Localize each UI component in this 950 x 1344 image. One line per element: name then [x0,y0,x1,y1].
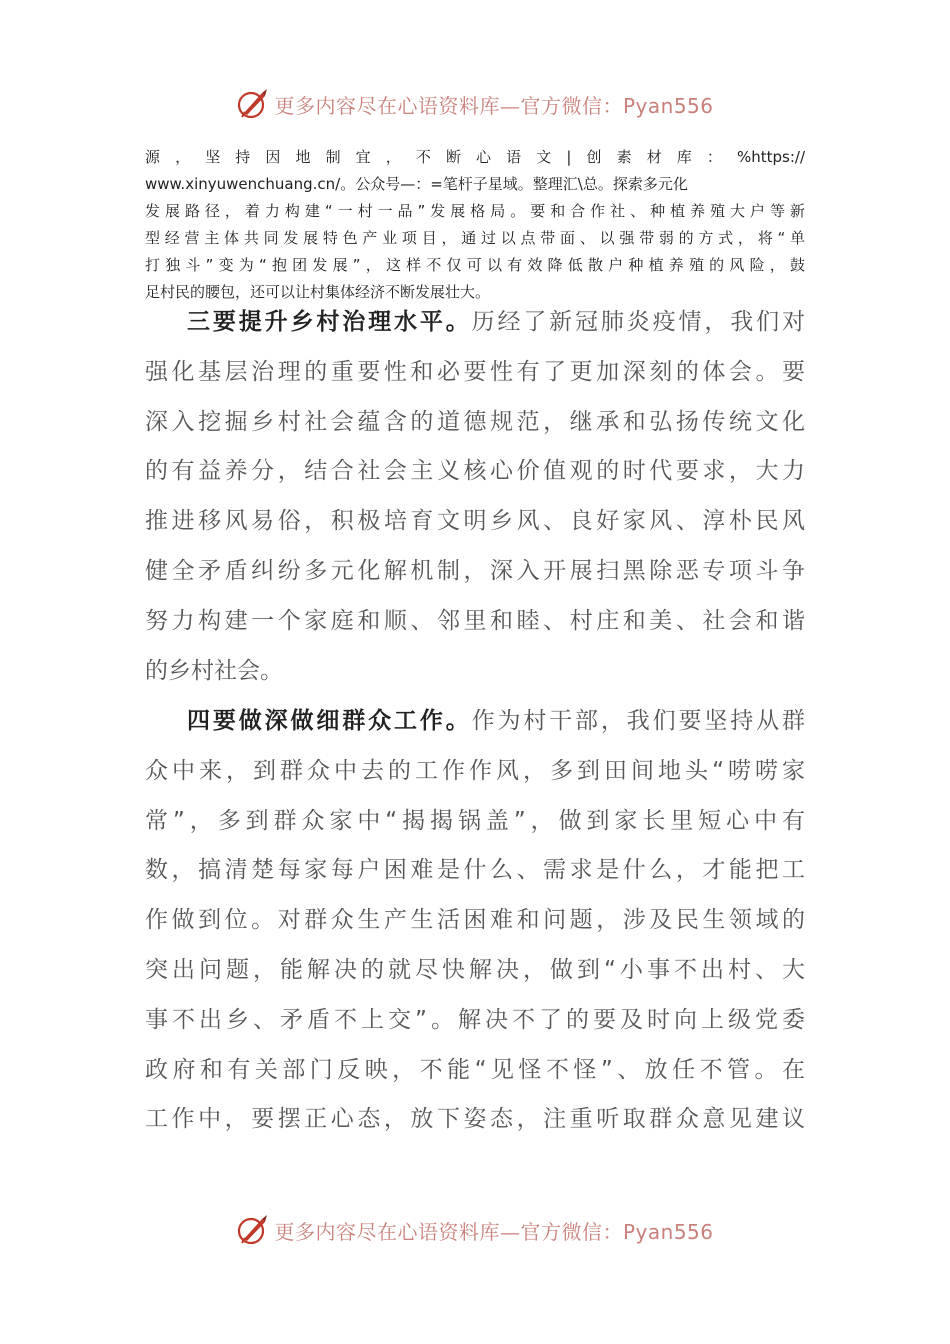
banner-slogan: 更多内容尽在心语资料库—官方微信： [274,93,623,118]
section-heading: 三要提升乡村治理水平。 [187,309,472,335]
paragraph-line: 作做到位。对群众生产生活困难和问题，涉及民生领域的 [145,907,805,934]
banner-slogan: 更多内容尽在心语资料库—官方微信： [274,1219,623,1244]
paragraph-mass-work [145,697,805,1145]
wechat-id: Pyan556 [622,1219,714,1244]
quill-pen-icon [236,87,270,121]
banner-text [274,90,713,119]
paragraph-line: 工作中，要摆正心态，放下姿态，注重听取群众意见建议 [145,1106,805,1133]
paragraph-line: 强化基层治理的重要性和必要性有了更加深刻的体会。要 [145,358,805,385]
quill-pen-icon [236,1213,270,1247]
paragraph-line: 深入挖掘乡村社会蕴含的道德规范，继承和弘扬传统文化 [145,408,805,435]
paragraph-line: 型经营主体共同发展特色产业项目，通过以点带面、以强带弱的方式，将“单 [145,229,805,247]
paragraph-line: 推进移风易俗，积极培育文明乡风、良好家风、淳朴民风 [145,508,805,535]
paragraph-line: www.xinyuwenchuang.cn/。公众号—：=笔杆子星域。整理汇\总。探索多元化 [145,175,688,193]
paragraph-line: 常”，多到群众家中“揭揭锅盖”，做到家长里短心中有 [145,807,805,834]
paragraph-line: 发展路径，着力构建“一村一品”发展格局。要和合作社、种植养殖大户等新 [145,202,805,220]
paragraph-line: 健全矛盾纠纷多元化解机制，深入开展扫黑除恶专项斗争 [145,557,805,584]
paragraph-line: 政府和有关部门反映，不能“见怪不怪”、放任不管。在 [145,1056,805,1083]
paragraph-first-line [145,298,805,348]
banner-text [274,1216,713,1245]
paragraph-line: 突出问题，能解决的就尽快解决，做到“小事不出村、大 [145,956,805,983]
paragraph-line: 努力构建一个家庭和顺、邻里和睦、村庄和美、社会和谐 [145,607,805,634]
paragraph-line: 源，坚持因地制宜，不断心语文|创素材库：%https:// [145,148,805,166]
wechat-id: Pyan556 [622,93,714,118]
continuation-paragraph [145,144,805,306]
paragraph-line: 事不出乡、矛盾不上交”。解决不了的要及时向上级党委 [145,1006,805,1033]
footer-banner [0,1210,950,1250]
paragraph-line: 的乡村社会。 [145,657,283,684]
paragraph-line: 数，搞清楚每家每户困难是什么、需求是什么，才能把工 [145,857,805,884]
paragraph-line: 足村民的腰包，还可以让村集体经济不断发展壮大。 [145,283,491,301]
paragraph-text: 历经了新冠肺炎疫情，我们对 [471,309,805,335]
header-banner [0,84,950,124]
paragraph-line: 的有益养分，结合社会主义核心价值观的时代要求，大力 [145,458,805,485]
paragraph-line: 打独斗”变为“抱团发展”，这样不仅可以有效降低散户种植养殖的风险，鼓 [145,256,805,274]
paragraph-line: 众中来，到群众中去的工作作风，多到田间地头“唠唠家 [145,757,805,784]
paragraph-text: 作为村干部，我们要坚持从群 [471,708,805,734]
section-heading: 四要做深做细群众工作。 [187,708,472,734]
paragraph-first-line [145,697,805,747]
paragraph-governance [145,298,805,696]
